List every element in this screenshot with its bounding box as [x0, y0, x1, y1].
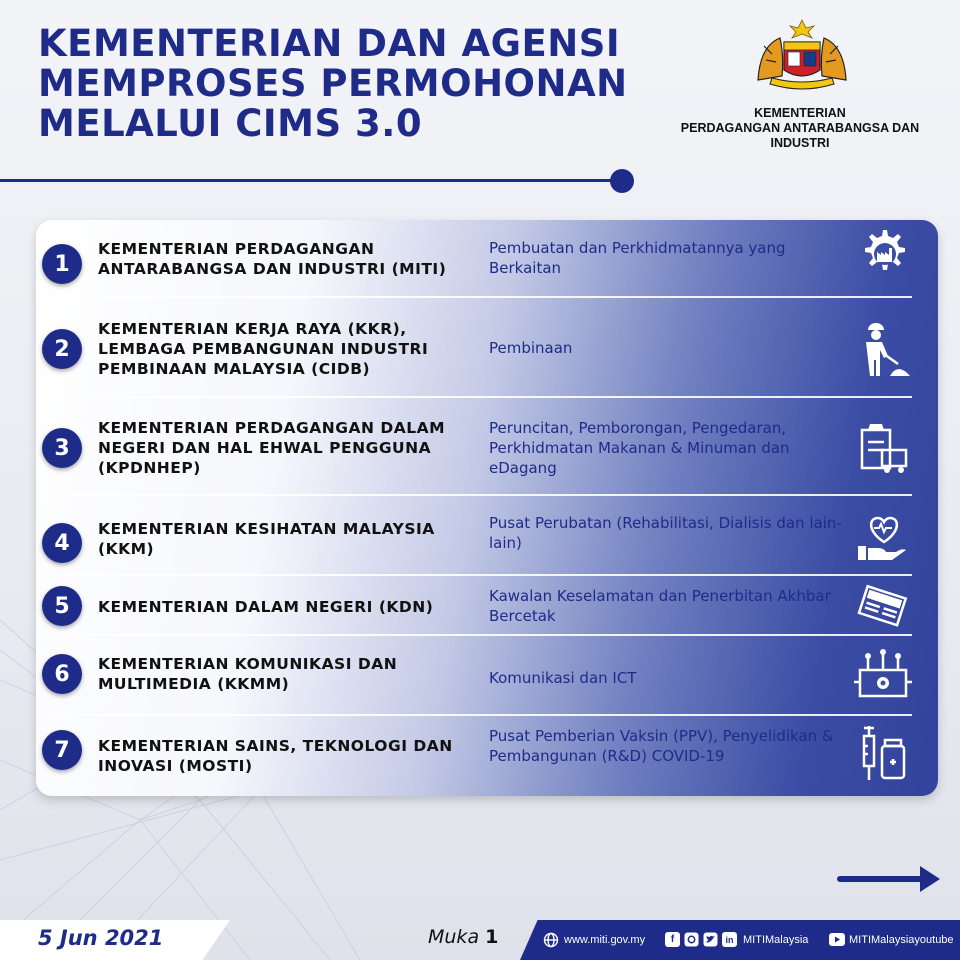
agency-row-4 [36, 496, 938, 576]
social-handle[interactable]: MITIMalaysia [743, 934, 809, 946]
row-number-2: 2 [42, 329, 82, 369]
construction-worker-icon [854, 320, 912, 378]
agency-name-5: KEMENTERIAN DALAM NEGERI (KDN) [98, 598, 434, 616]
agency-row-7 [36, 716, 938, 796]
sector-4: Pusat Perubatan (Rehabilitasi, Dialisis dan lain-lain) [489, 514, 842, 552]
row-number-4: 4 [42, 523, 82, 563]
globe-icon [543, 932, 559, 948]
network-monitor-icon [854, 648, 912, 706]
title-line-1: KEMENTERIAN DAN AGENSI [38, 22, 621, 65]
agency-name-7: KEMENTERIAN SAINS, TEKNOLOGI DAN INOVASI (MOSTI) [98, 737, 453, 775]
sector-6: Komunikasi dan ICT [489, 669, 637, 687]
agency-row-6 [36, 636, 938, 716]
website-link[interactable]: www.miti.gov.my [564, 934, 646, 946]
ministry-name [680, 106, 920, 151]
instagram-icon[interactable] [684, 932, 699, 947]
row-number-1: 1 [42, 244, 82, 284]
coat-of-arms-emblem [750, 16, 854, 94]
agency-name-4: KEMENTERIAN KESIHATAN MALAYSIA (KKM) [98, 520, 435, 558]
ministry-line-1: KEMENTERIAN [754, 106, 846, 120]
sector-7: Pusat Pemberian Vaksin (PPV), Penyelidikan & Pembangunan (R&D) COVID-19 [489, 727, 834, 765]
next-page-arrow-icon[interactable] [836, 862, 944, 896]
footer-date: 5 Jun 2021 [38, 926, 164, 950]
factory-gear-icon [854, 226, 912, 284]
agency-name-3: KEMENTERIAN PERDAGANGAN DALAM NEGERI DAN HAL EHWAL PENGGUNA (KPDNHEP) [98, 419, 445, 477]
agency-row-3 [36, 398, 938, 496]
vaccine-icon [854, 724, 912, 782]
youtube-handle[interactable]: MITIMalaysiayoutube [849, 934, 954, 946]
agency-row-5 [36, 576, 938, 636]
sector-5: Kawalan Keselamatan dan Penerbitan Akhbar Bercetak [489, 587, 831, 625]
heart-hand-icon [854, 508, 912, 566]
page-title [38, 24, 638, 144]
agency-name-1: KEMENTERIAN PERDAGANGAN ANTARABANGSA DAN INDUSTRI (MITI) [98, 240, 447, 278]
agency-row-1 [36, 220, 938, 298]
header-divider-line [0, 179, 612, 182]
title-line-2: MEMPROSES PERMOHONAN [38, 62, 628, 105]
row-number-6: 6 [42, 654, 82, 694]
store-truck-icon [854, 420, 912, 478]
title-line-3: MELALUI CIMS 3.0 [38, 102, 423, 145]
youtube-icon[interactable] [829, 933, 845, 946]
facebook-icon[interactable]: f [665, 932, 680, 947]
linkedin-icon[interactable]: in [722, 932, 737, 947]
sector-1: Pembuatan dan Perkhidmatannya yang Berkaitan [489, 239, 786, 277]
sector-3: Peruncitan, Pemborongan, Pengedaran, Perkhidmatan Makanan & Minuman dan eDagang [489, 419, 790, 477]
newspaper-icon [854, 578, 912, 636]
row-number-3: 3 [42, 428, 82, 468]
agency-name-2: KEMENTERIAN KERJA RAYA (KKR), LEMBAGA PEMBANGUNAN INDUSTRI PEMBINAAN MALAYSIA (CIDB) [98, 320, 429, 378]
sector-2: Pembinaan [489, 339, 573, 357]
agency-name-6: KEMENTERIAN KOMUNIKASI DAN MULTIMEDIA (KKMM) [98, 655, 398, 693]
page-label: Muka [428, 926, 480, 948]
agency-table-panel [36, 220, 938, 796]
header-divider-dot [610, 169, 634, 193]
agency-row-2 [36, 298, 938, 398]
row-number-7: 7 [42, 730, 82, 770]
page-indicator [428, 926, 498, 948]
ministry-line-2: PERDAGANGAN ANTARABANGSA DAN INDUSTRI [680, 121, 920, 150]
row-number-5: 5 [42, 586, 82, 626]
page-number: 1 [485, 926, 499, 948]
twitter-icon[interactable] [703, 932, 718, 947]
